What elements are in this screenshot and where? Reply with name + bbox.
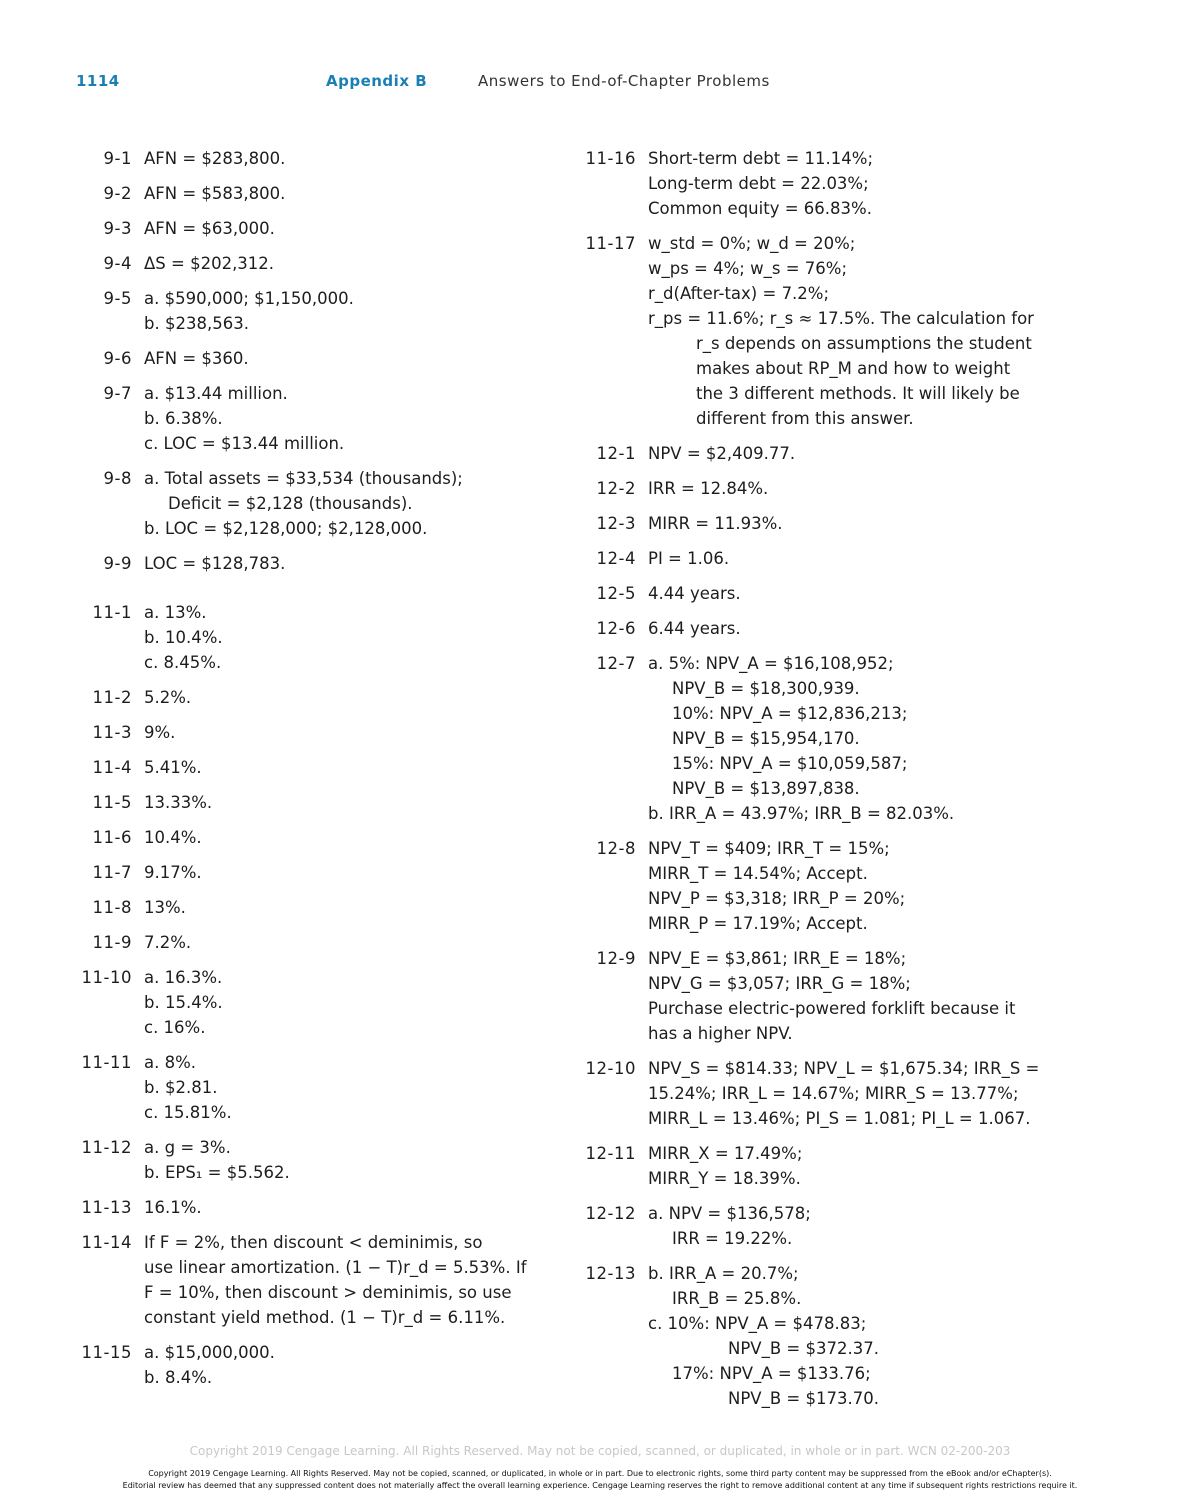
answer-11-4 <box>72 755 562 780</box>
answer-line: makes about RP_M and how to weight <box>696 359 1011 378</box>
answer-line: b. $2.81. <box>144 1078 218 1097</box>
answer-line: NPV_P = $3,318; IRR_P = 20%; <box>648 889 906 908</box>
answer-11-8 <box>72 895 562 920</box>
problem-number: 9-6 <box>103 349 132 368</box>
answer-11-13 <box>72 1195 562 1220</box>
answer-line: MIRR_P = 17.19%; Accept. <box>648 914 868 933</box>
answer-line: b. IRR_A = 43.97%; IRR_B = 82.03%. <box>648 804 955 823</box>
page-number: 1114 <box>76 72 120 90</box>
answer-11-16 <box>578 146 1058 221</box>
answer-9-6 <box>72 346 562 371</box>
problem-number: 11-12 <box>81 1138 132 1157</box>
answer-line: r_ps = 11.6%; r_s ≈ 17.5%. The calculation for <box>648 309 1034 328</box>
problem-number: 9-3 <box>103 219 132 238</box>
answer-line: Long-term debt = 22.03%; <box>648 174 869 193</box>
answer-line: 13.33%. <box>144 793 213 812</box>
problem-number: 11-6 <box>92 828 132 847</box>
answer-line: a. 8%. <box>144 1053 197 1072</box>
answer-line: AFN = $583,800. <box>144 184 286 203</box>
problem-number: 9-1 <box>103 149 132 168</box>
copyright-watermark: Copyright 2019 Cengage Learning. All Rights Reserved. May not be copied, scanned, or duplicated, in whole or in part. WCN 02-200-203 <box>189 1444 1011 1458</box>
appendix-label: Appendix B <box>326 72 428 90</box>
answer-line: MIRR_T = 14.54%; Accept. <box>648 864 868 883</box>
problem-number: 12-6 <box>596 619 636 638</box>
answer-line: b. IRR_A = 20.7%; <box>648 1264 799 1283</box>
answer-line: ΔS = $202,312. <box>144 254 275 273</box>
answer-11-7 <box>72 860 562 885</box>
answer-12-12 <box>578 1201 1058 1251</box>
rights-notice-line: Editorial review has deemed that any suppressed content does not materially affect the overall learning experience. Cengage Learning reserves the right to remove additional content at any time if subsequent rights restrictions require it. <box>122 1481 1078 1490</box>
answer-line: F = 10%, then discount > deminimis, so use <box>144 1283 512 1302</box>
answer-line: c. LOC = $13.44 million. <box>144 434 345 453</box>
answer-11-11 <box>72 1050 562 1125</box>
problem-number: 12-9 <box>596 949 636 968</box>
answer-line: 5.41%. <box>144 758 202 777</box>
answer-12-9 <box>578 946 1058 1046</box>
answer-line: c. 10%: NPV_A = $478.83; <box>648 1314 867 1333</box>
problem-number: 12-12 <box>585 1204 636 1223</box>
problem-number: 9-9 <box>103 554 132 573</box>
answer-11-2 <box>72 685 562 710</box>
answer-line: Purchase electric-powered forklift because it <box>648 999 1016 1018</box>
answer-11-14 <box>72 1230 562 1330</box>
answer-11-17 <box>578 231 1058 431</box>
problem-number: 11-4 <box>92 758 132 777</box>
answer-11-15 <box>72 1340 562 1390</box>
problem-number: 9-2 <box>103 184 132 203</box>
answer-line: a. $13.44 million. <box>144 384 288 403</box>
problem-number: 11-3 <box>92 723 132 742</box>
answer-line: NPV_B = $173.70. <box>728 1389 879 1408</box>
answer-line: IRR = 12.84%. <box>648 479 769 498</box>
answer-9-7 <box>72 381 562 456</box>
problem-number: 9-7 <box>103 384 132 403</box>
right-column <box>578 146 1058 1421</box>
answer-line: 17%: NPV_A = $133.76; <box>672 1364 871 1383</box>
answer-line: NPV_T = $409; IRR_T = 15%; <box>648 839 890 858</box>
answer-line: 4.44 years. <box>648 584 741 603</box>
problem-number: 12-10 <box>585 1059 636 1078</box>
answer-line: b. 10.4%. <box>144 628 223 647</box>
answer-line: c. 8.45%. <box>144 653 222 672</box>
answer-line: has a higher NPV. <box>648 1024 793 1043</box>
problem-number: 11-5 <box>92 793 132 812</box>
answer-12-13 <box>578 1261 1058 1411</box>
answer-12-4 <box>578 546 1058 571</box>
problem-number: 11-13 <box>81 1198 132 1217</box>
problem-number: 12-5 <box>596 584 636 603</box>
problem-number: 11-10 <box>81 968 132 987</box>
answer-9-8 <box>72 466 562 541</box>
left-column <box>72 146 562 1400</box>
problem-number: 11-1 <box>92 603 132 622</box>
answer-line: 7.2%. <box>144 933 192 952</box>
problem-number: 12-7 <box>596 654 636 673</box>
answer-12-6 <box>578 616 1058 641</box>
answer-line: b. EPS₁ = $5.562. <box>144 1163 290 1182</box>
problem-number: 9-5 <box>103 289 132 308</box>
answer-line: AFN = $283,800. <box>144 149 286 168</box>
answer-line: NPV_B = $18,300,939. <box>672 679 860 698</box>
problem-number: 12-1 <box>596 444 636 463</box>
answer-line: NPV_B = $15,954,170. <box>672 729 860 748</box>
answer-line: Deficit = $2,128 (thousands). <box>168 494 413 513</box>
answer-line: b. 8.4%. <box>144 1368 213 1387</box>
rights-notice-line: Copyright 2019 Cengage Learning. All Rights Reserved. May not be copied, scanned, or duplicated, in whole or in part. Due to electronic rights, some third party content may be suppressed from the eBook and/or eChapter(s). <box>148 1469 1052 1478</box>
answer-line: b. LOC = $2,128,000; $2,128,000. <box>144 519 428 538</box>
problem-number: 12-3 <box>596 514 636 533</box>
problem-number: 11-15 <box>81 1343 132 1362</box>
answer-12-10 <box>578 1056 1058 1131</box>
problem-number: 11-9 <box>92 933 132 952</box>
answer-12-5 <box>578 581 1058 606</box>
answer-9-9 <box>72 551 562 576</box>
answer-line: NPV_B = $13,897,838. <box>672 779 860 798</box>
answer-line: MIRR_Y = 18.39%. <box>648 1169 801 1188</box>
answer-line: LOC = $128,783. <box>144 554 286 573</box>
problem-number: 11-16 <box>585 149 636 168</box>
answer-line: r_d(After-tax) = 7.2%; <box>648 284 830 303</box>
problem-number: 12-8 <box>596 839 636 858</box>
problem-number: 12-13 <box>585 1264 636 1283</box>
answer-line: MIRR_X = 17.49%; <box>648 1144 803 1163</box>
problem-number: 11-17 <box>585 234 636 253</box>
answer-line: a. $15,000,000. <box>144 1343 275 1362</box>
answer-line: use linear amortization. (1 − T)r_d = 5.53%. If <box>144 1258 527 1277</box>
answer-11-3 <box>72 720 562 745</box>
answer-line: IRR = 19.22%. <box>672 1229 793 1248</box>
answer-line: NPV_S = $814.33; NPV_L = $1,675.34; IRR_S = <box>648 1059 1040 1078</box>
answer-11-12 <box>72 1135 562 1185</box>
answer-line: constant yield method. (1 − T)r_d = 6.11%. <box>144 1308 506 1327</box>
answer-line: NPV_E = $3,861; IRR_E = 18%; <box>648 949 907 968</box>
answer-line: c. 16%. <box>144 1018 206 1037</box>
problem-number: 11-8 <box>92 898 132 917</box>
problem-number: 9-8 <box>103 469 132 488</box>
answer-9-4 <box>72 251 562 276</box>
answer-line: b. $238,563. <box>144 314 249 333</box>
answer-line: 5.2%. <box>144 688 192 707</box>
answer-line: a. 5%: NPV_A = $16,108,952; <box>648 654 894 673</box>
answer-line: 9.17%. <box>144 863 202 882</box>
answer-line: Common equity = 66.83%. <box>648 199 872 218</box>
answer-9-2 <box>72 181 562 206</box>
answer-12-2 <box>578 476 1058 501</box>
answer-line: a. g = 3%. <box>144 1138 231 1157</box>
answer-11-10 <box>72 965 562 1040</box>
answer-line: c. 15.81%. <box>144 1103 232 1122</box>
answer-11-1 <box>72 600 562 675</box>
answer-line: b. 15.4%. <box>144 993 223 1012</box>
answer-line: w_ps = 4%; w_s = 76%; <box>648 259 847 278</box>
answer-line: IRR_B = 25.8%. <box>672 1289 802 1308</box>
answer-line: If F = 2%, then discount < deminimis, so <box>144 1233 483 1252</box>
problem-number: 12-11 <box>585 1144 636 1163</box>
answer-line: AFN = $63,000. <box>144 219 275 238</box>
answer-line: NPV = $2,409.77. <box>648 444 796 463</box>
answer-line: MIRR = 11.93%. <box>648 514 783 533</box>
answer-line: AFN = $360. <box>144 349 249 368</box>
answer-line: a. $590,000; $1,150,000. <box>144 289 354 308</box>
answer-line: Short-term debt = 11.14%; <box>648 149 874 168</box>
problem-number: 12-4 <box>596 549 636 568</box>
problem-number: 11-14 <box>81 1233 132 1252</box>
answer-line: NPV_G = $3,057; IRR_G = 18%; <box>648 974 911 993</box>
problem-number: 11-11 <box>81 1053 132 1072</box>
answer-12-11 <box>578 1141 1058 1191</box>
answer-line: MIRR_L = 13.46%; PI_S = 1.081; PI_L = 1.067. <box>648 1109 1031 1128</box>
answer-line: PI = 1.06. <box>648 549 730 568</box>
answer-9-1 <box>72 146 562 171</box>
answer-11-9 <box>72 930 562 955</box>
answer-line: different from this answer. <box>696 409 914 428</box>
answer-line: 10%: NPV_A = $12,836,213; <box>672 704 908 723</box>
answer-line: a. Total assets = $33,534 (thousands); <box>144 469 463 488</box>
problem-number: 11-2 <box>92 688 132 707</box>
answer-line: 10.4%. <box>144 828 202 847</box>
answer-line: w_std = 0%; w_d = 20%; <box>648 234 856 253</box>
section-title: Answers to End-of-Chapter Problems <box>478 72 770 90</box>
answer-12-3 <box>578 511 1058 536</box>
answer-11-5 <box>72 790 562 815</box>
answer-12-1 <box>578 441 1058 466</box>
rights-notice <box>100 1468 1100 1492</box>
answer-line: a. NPV = $136,578; <box>648 1204 811 1223</box>
answer-9-5 <box>72 286 562 336</box>
answer-9-3 <box>72 216 562 241</box>
answer-12-7 <box>578 651 1058 826</box>
problem-number: 9-4 <box>103 254 132 273</box>
answer-line: b. 6.38%. <box>144 409 223 428</box>
answer-line: the 3 different methods. It will likely be <box>696 384 1020 403</box>
answer-line: NPV_B = $372.37. <box>728 1339 879 1358</box>
answer-line: 13%. <box>144 898 186 917</box>
answer-line: r_s depends on assumptions the student <box>696 334 1032 353</box>
answer-line: 6.44 years. <box>648 619 741 638</box>
answer-line: 16.1%. <box>144 1198 202 1217</box>
page-header <box>0 72 1200 96</box>
answer-12-8 <box>578 836 1058 936</box>
answer-line: a. 13%. <box>144 603 207 622</box>
problem-number: 12-2 <box>596 479 636 498</box>
problem-number: 11-7 <box>92 863 132 882</box>
answer-11-6 <box>72 825 562 850</box>
answer-line: 9%. <box>144 723 176 742</box>
answer-line: 15.24%; IRR_L = 14.67%; MIRR_S = 13.77%; <box>648 1084 1019 1103</box>
answer-line: 15%: NPV_A = $10,059,587; <box>672 754 908 773</box>
answer-line: a. 16.3%. <box>144 968 223 987</box>
